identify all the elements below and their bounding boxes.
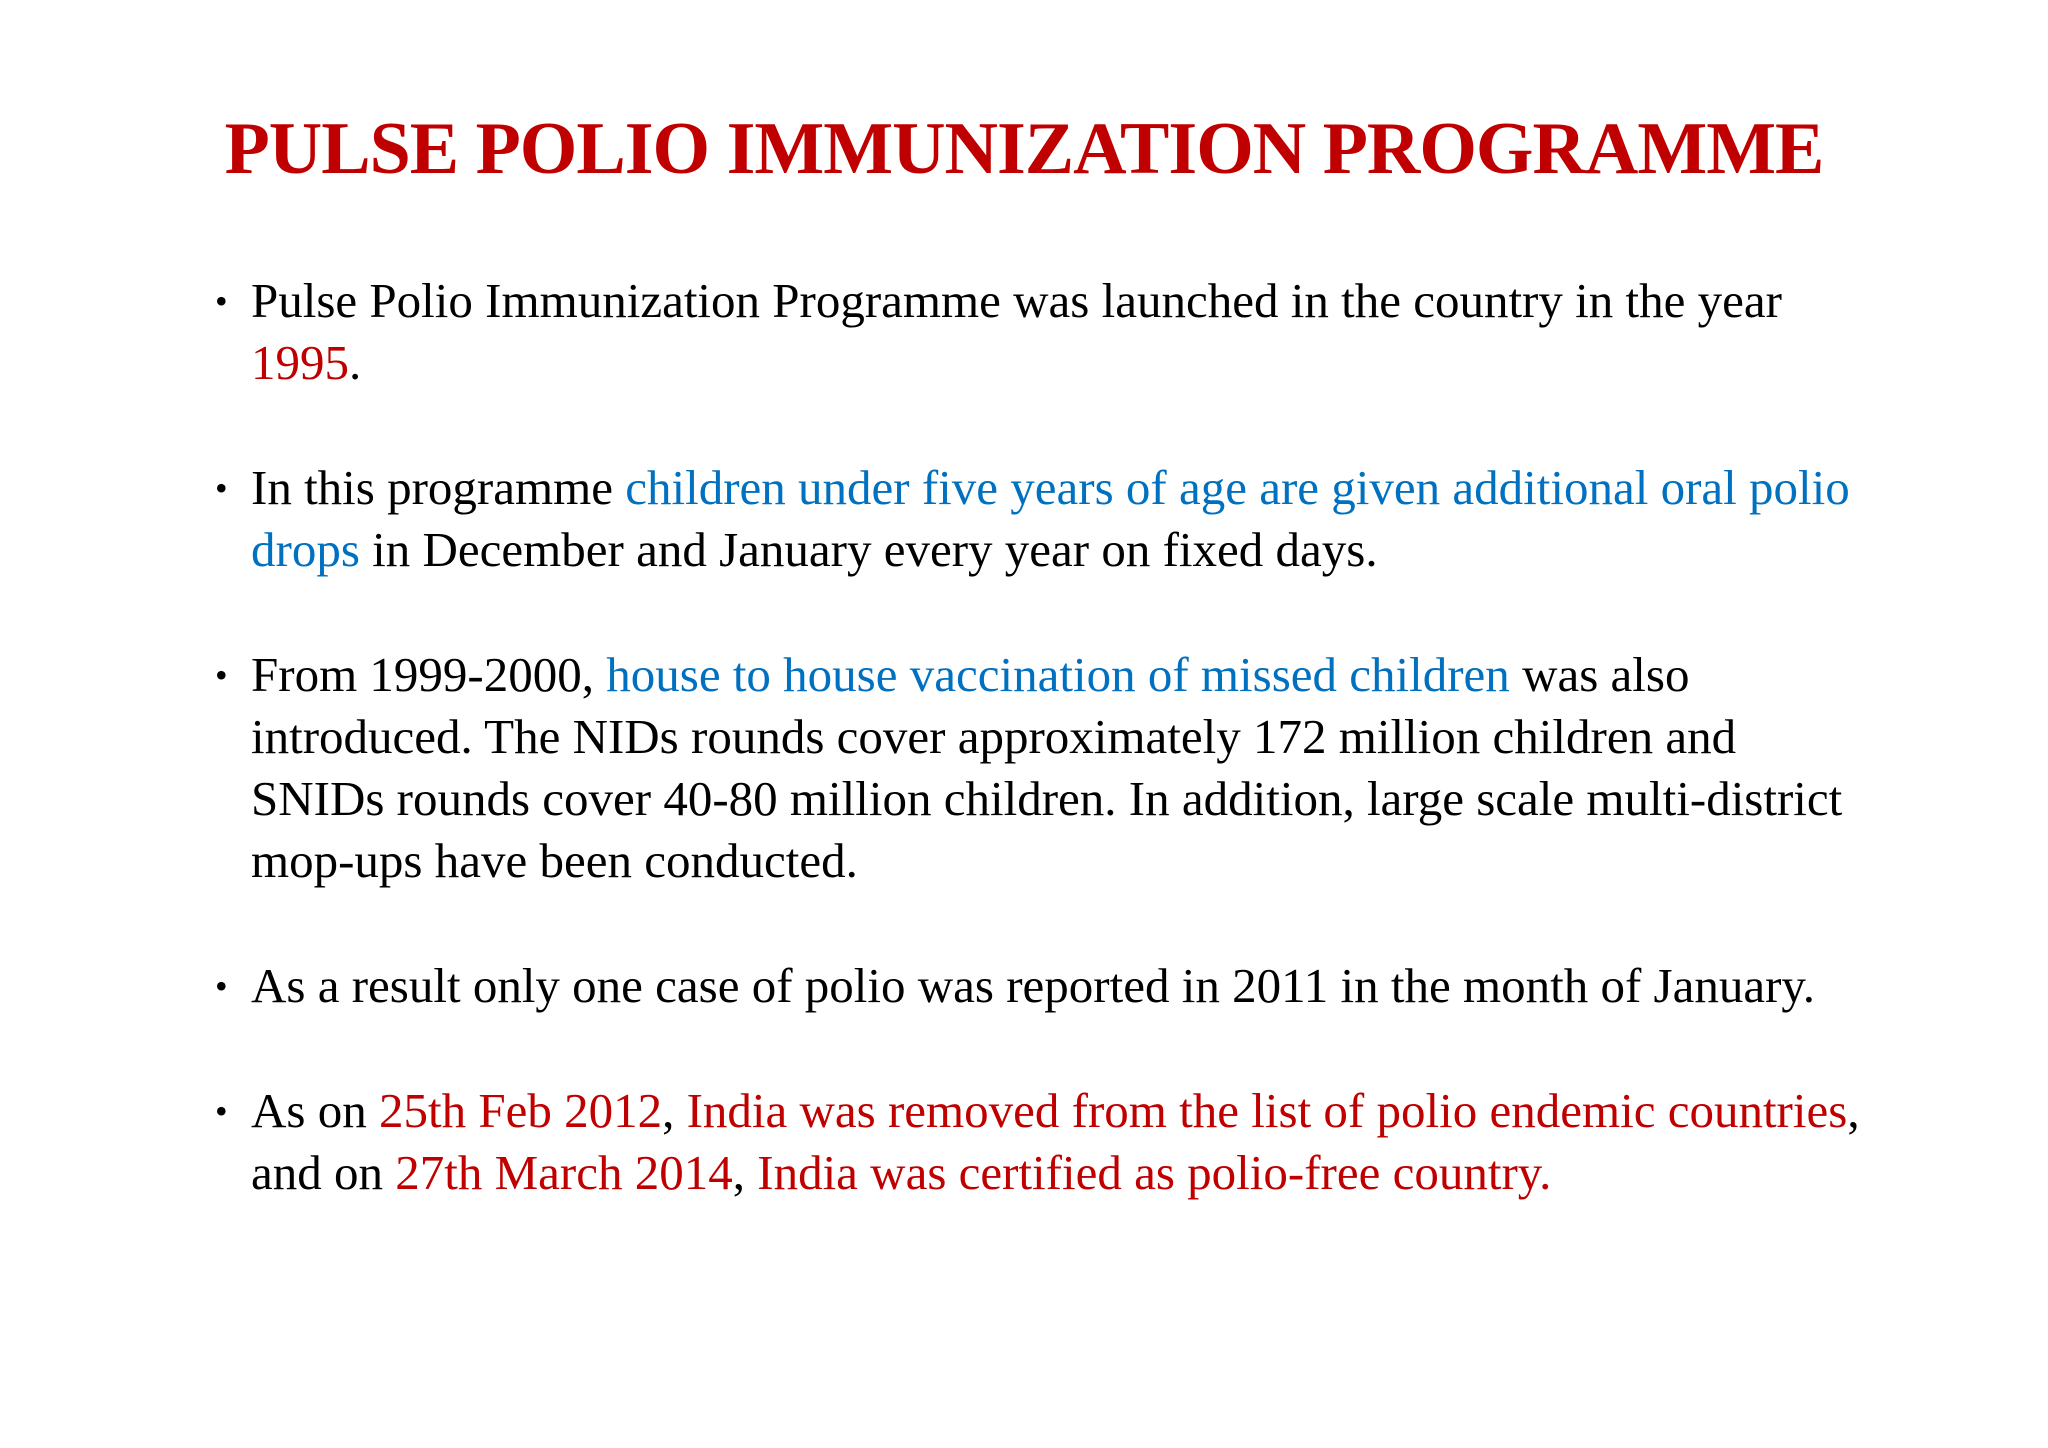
bullet-list [215,270,1865,1267]
bullet-text: Pulse Polio Immunization Programme was launched in the country in the year [251,273,1782,328]
slide-title: PULSE POLIO IMMUNIZATION PROGRAMME [224,108,1824,190]
bullet-text: As a result only one case of polio was reported in 2011 in the month of January. [251,958,1816,1013]
bullet-text: , [662,1083,687,1138]
bullet-icon: • [215,281,228,321]
year-highlight: 1995 [251,335,349,390]
bullet-text: As on [251,1083,379,1138]
bullet-text: was also introduced. The NIDs rounds cover approximately 172 million children and SNIDs rounds cover 40-80 million children. In addition, large scale multi-district mop-ups have been conducted. [251,647,1843,888]
bullet-icon: • [215,966,228,1006]
date-highlight: 25th Feb 2012 [378,1083,663,1138]
bullet-item-result [215,955,1865,1017]
bullet-text: in December and January every year on fixed days. [359,522,1378,577]
bullet-text: In this programme [251,460,626,515]
bullet-item-polio-free [215,1080,1865,1204]
bullet-item-house-to-house [215,644,1865,892]
bullet-icon: • [215,1091,228,1131]
bullet-item-launch [215,270,1865,394]
bullet-text: , and on [251,1083,1860,1200]
bullet-icon: • [215,655,228,695]
blue-highlight: children under five years of age are given additional oral polio drops [251,460,1850,577]
bullet-item-programme [215,457,1865,581]
bullet-icon: • [215,468,228,508]
red-highlight: India was removed from the list of polio endemic countries [686,1083,1848,1138]
bullet-text: From 1999-2000, [251,647,607,702]
bullet-text: . [349,335,362,390]
date-highlight: 27th March 2014 [395,1145,733,1200]
red-highlight: India was certified as polio-free country. [757,1145,1552,1200]
bullet-text: , [732,1145,758,1200]
blue-highlight: house to house vaccination of missed children [606,647,1510,702]
